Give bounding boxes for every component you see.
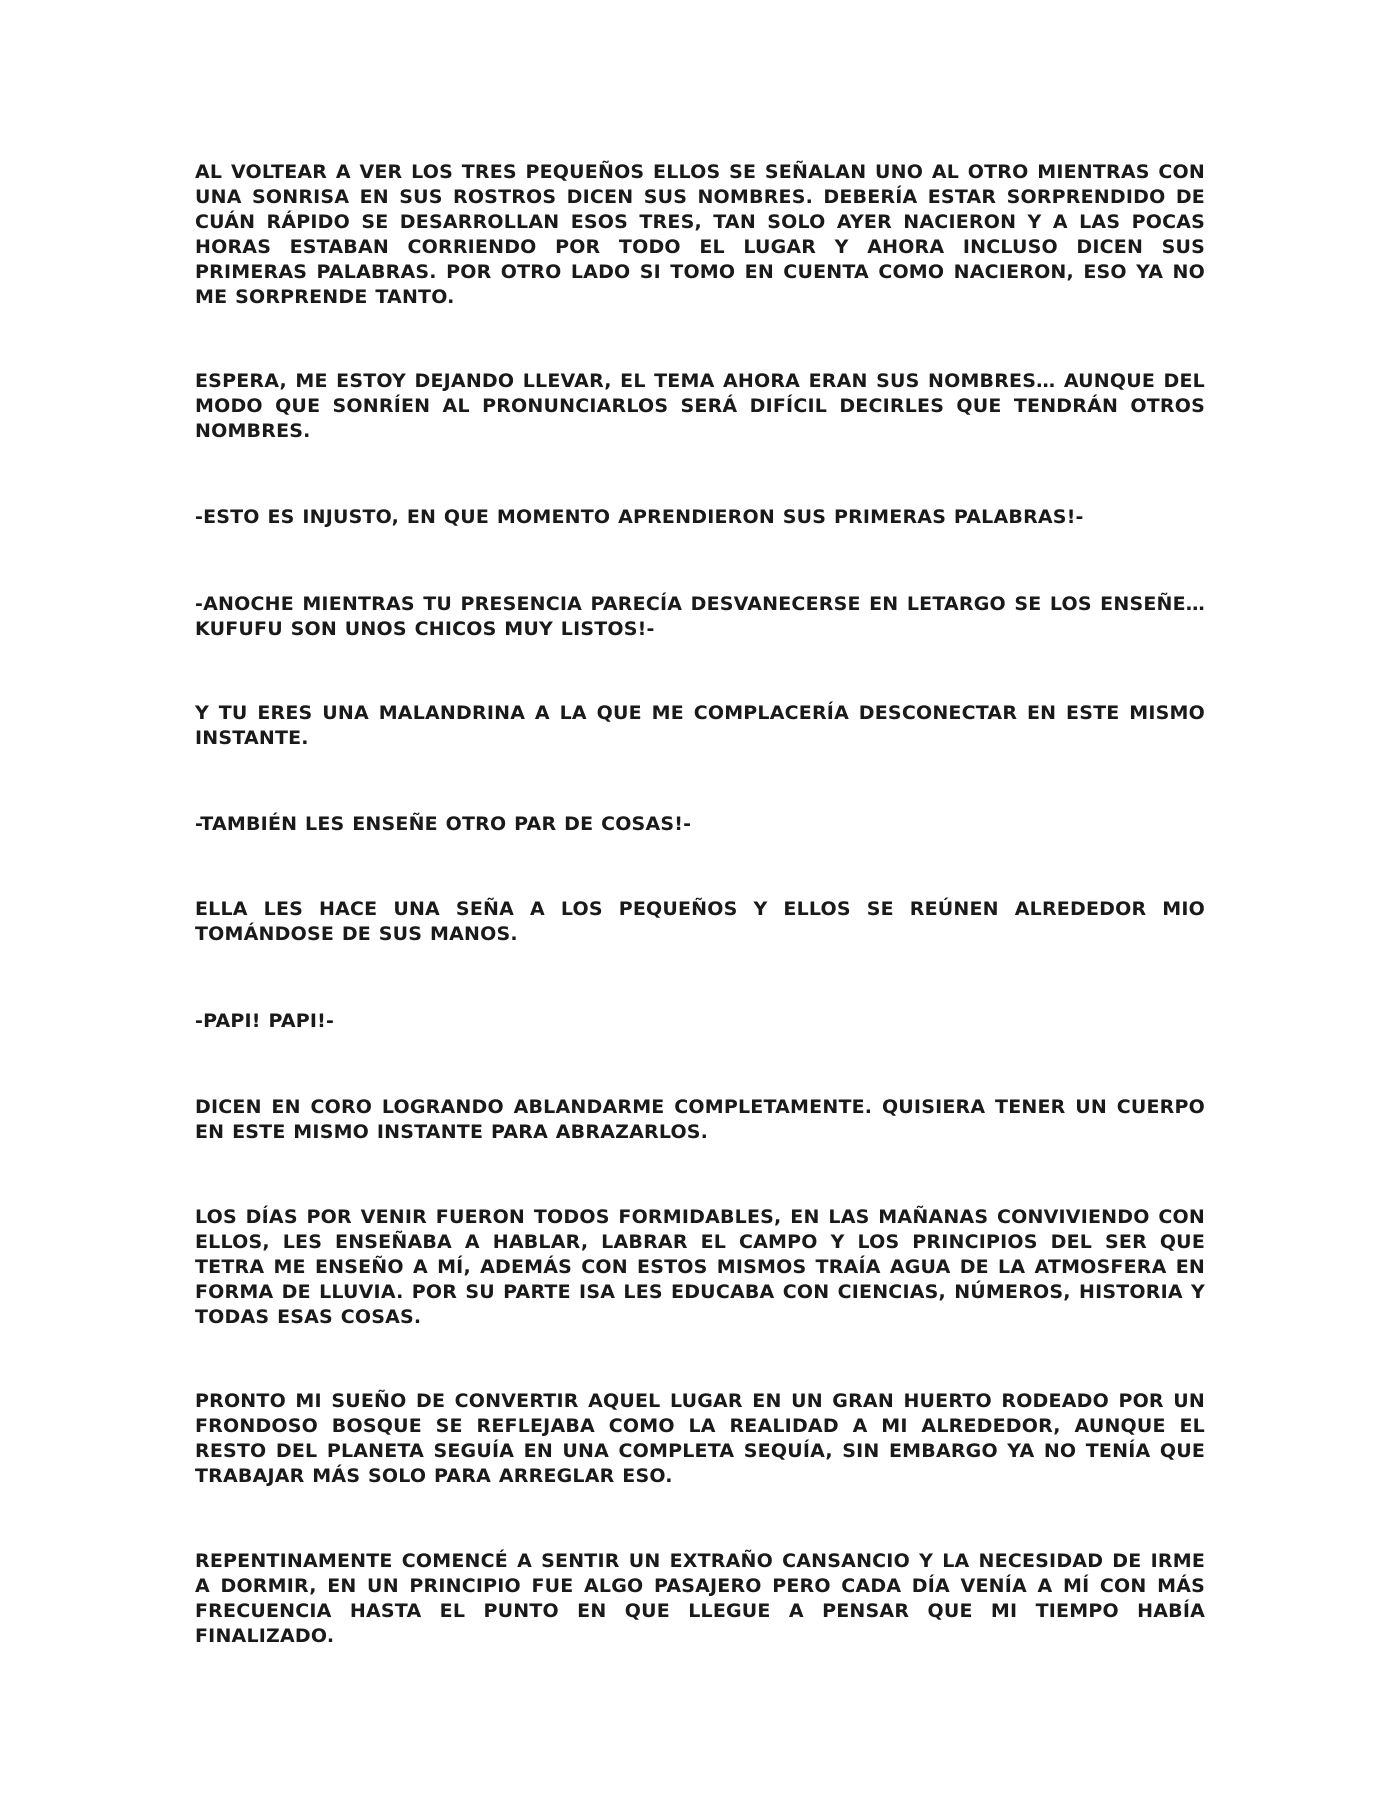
paragraph-5: DICEN EN CORO LOGRANDO ABLANDARME COMPLETAMENTE. QUISIERA TENER UN CUERPO EN ESTE MISMO INSTANTE PARA ABRAZARLOS. bbox=[195, 1096, 1205, 1143]
paragraph-2: ESPERA, ME ESTOY DEJANDO LLEVAR, EL TEMA AHORA ERAN SUS NOMBRES… AUNQUE DEL MODO QUE SONRÍEN AL PRONUNCIARLOS SERÁ DIFÍCIL DECIRLES QUE TENDRÁN OTROS NOMBRES. bbox=[195, 370, 1205, 442]
paragraph-1: AL VOLTEAR A VER LOS TRES PEQUEÑOS ELLOS SE SEÑALAN UNO AL OTRO MIENTRAS CON UNA SONRISA EN SUS ROSTROS DICEN SUS NOMBRES. DEBERÍA ESTAR SORPRENDIDO DE CUÁN RÁPIDO SE DESARROLLAN ESOS TRES, TAN SOLO AYER NACIERON Y A LAS POCAS HORAS ESTABAN CORRIENDO POR TODO EL LUGAR Y AHORA INCLUSO DICEN SUS PRIMERAS PALABRAS. POR OTRO LADO SI TOMO EN CUENTA COMO NACIERON, ESO YA NO ME SORPRENDE TANTO. bbox=[195, 161, 1205, 308]
dialogue-line-3: -TAMBIÉN LES ENSEÑE OTRO PAR DE COSAS!- bbox=[195, 813, 692, 835]
paragraph-4: ELLA LES HACE UNA SEÑA A LOS PEQUEÑOS Y ELLOS SE REÚNEN ALREDEDOR MIO TOMÁNDOSE DE SUS MANOS. bbox=[195, 898, 1205, 945]
paragraph-6: LOS DÍAS POR VENIR FUERON TODOS FORMIDABLES, EN LAS MAÑANAS CONVIVIENDO CON ELLOS, LES ENSEÑABA A HABLAR, LABRAR EL CAMPO Y LOS PRINCIPIOS DEL SER QUE TETRA ME ENSEÑO A MÍ, ADEMÁS CON ESTOS MISMOS TRAÍA AGUA DE LA ATMOSFERA EN FORMA DE LLUVIA. POR SU PARTE ISA LES EDUCABA CON CIENCIAS, NÚMEROS, HISTORIA Y TODAS ESAS COSAS. bbox=[195, 1206, 1205, 1328]
paragraph-7: PRONTO MI SUEÑO DE CONVERTIR AQUEL LUGAR EN UN GRAN HUERTO RODEADO POR UN FRONDOSO BOSQUE SE REFLEJABA COMO LA REALIDAD A MI ALREDEDOR, AUNQUE EL RESTO DEL PLANETA SEGUÍA EN UNA COMPLETA SEQUÍA, SIN EMBARGO YA NO TENÍA QUE TRABAJAR MÁS SOLO PARA ARREGLAR ESO. bbox=[195, 1390, 1205, 1487]
paragraph-8: REPENTINAMENTE COMENCÉ A SENTIR UN EXTRAÑO CANSANCIO Y LA NECESIDAD DE IRME A DORMIR, EN UN PRINCIPIO FUE ALGO PASAJERO PERO CADA DÍA VENÍA A MÍ CON MÁS FRECUENCIA HASTA EL PUNTO EN QUE LLEGUE A PENSAR QUE MI TIEMPO HABÍA FINALIZADO. bbox=[195, 1550, 1205, 1647]
paragraph-3: Y TU ERES UNA MALANDRINA A LA QUE ME COMPLACERÍA DESCONECTAR EN ESTE MISMO INSTANTE. bbox=[195, 702, 1205, 749]
dialogue-line-1: -ESTO ES INJUSTO, EN QUE MOMENTO APRENDIERON SUS PRIMERAS PALABRAS!- bbox=[195, 506, 1084, 528]
dialogue-line-2: -ANOCHE MIENTRAS TU PRESENCIA PARECÍA DESVANECERSE EN LETARGO SE LOS ENSEÑE… KUFUFU SON UNOS CHICOS MUY LISTOS!- bbox=[195, 593, 1205, 640]
dialogue-line-4: -PAPI! PAPI!- bbox=[195, 1010, 335, 1032]
